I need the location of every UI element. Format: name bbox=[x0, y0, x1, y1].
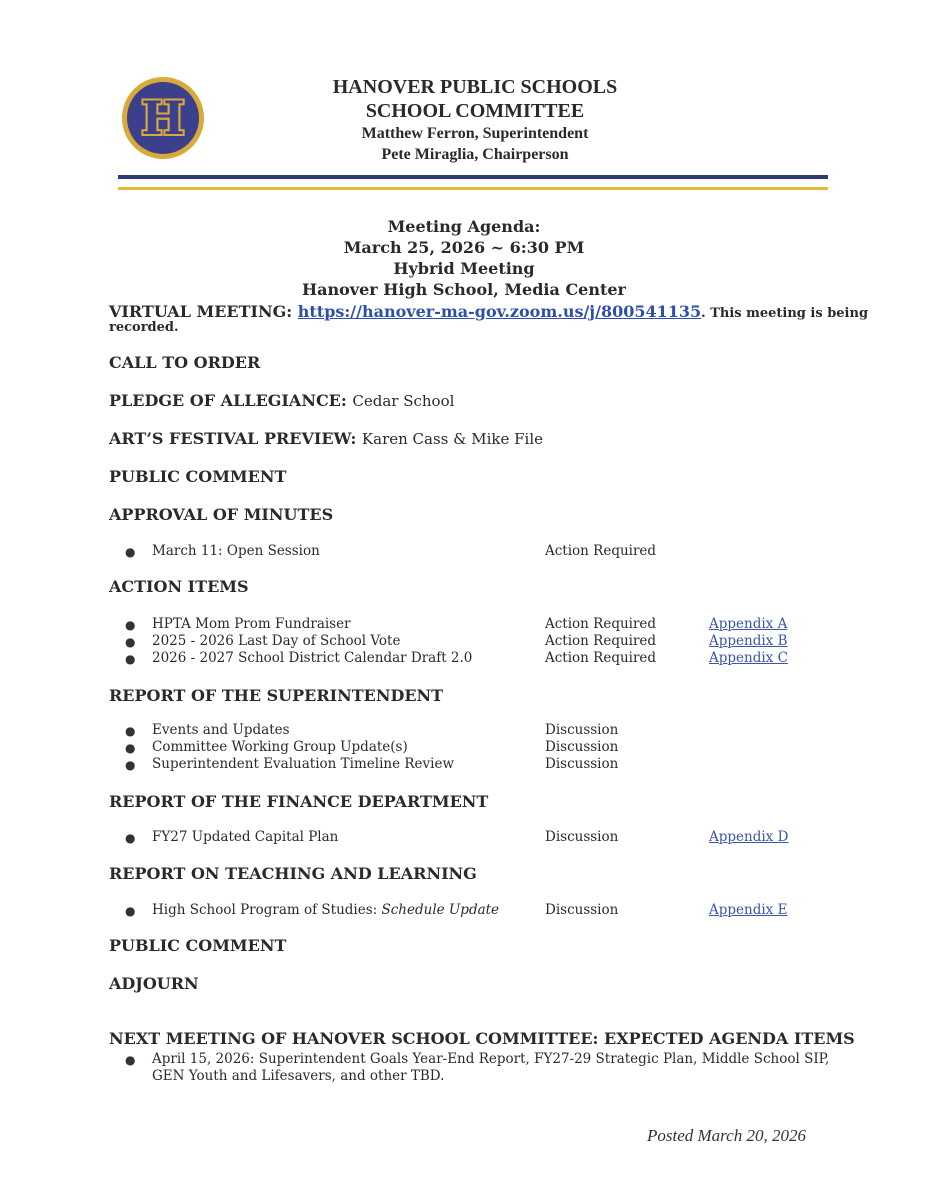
pledge-label: PLEDGE OF ALLEGIANCE: bbox=[109, 391, 347, 410]
agenda-item: FY27 Updated Capital Plan bbox=[152, 829, 339, 845]
section-finance-report: REPORT OF THE FINANCE DEPARTMENT bbox=[109, 792, 489, 811]
agenda-item: 2026 - 2027 School District Calendar Draft 2.0 bbox=[152, 650, 473, 666]
item-status: Action Required bbox=[545, 650, 657, 666]
bullet: ● bbox=[125, 758, 136, 772]
section-approval-of-minutes: APPROVAL OF MINUTES bbox=[109, 505, 334, 524]
bullet: ● bbox=[125, 741, 136, 755]
appendix-a-link[interactable]: Appendix A bbox=[709, 616, 788, 632]
arts-value: Karen Cass & Mike File bbox=[361, 430, 544, 448]
item-status: Discussion bbox=[545, 829, 619, 845]
item-status: Action Required bbox=[545, 616, 657, 632]
section-superintendent-report: REPORT OF THE SUPERINTENDENT bbox=[109, 686, 444, 705]
bullet: ● bbox=[125, 652, 136, 666]
section-public-comment-2: PUBLIC COMMENT bbox=[109, 936, 287, 955]
item-status: Discussion bbox=[545, 722, 619, 738]
agenda-item bbox=[152, 902, 499, 918]
section-action-items: ACTION ITEMS bbox=[109, 577, 249, 596]
district-logo bbox=[122, 77, 204, 159]
pledge-value: Cedar School bbox=[352, 392, 455, 410]
next-meeting-line-2: GEN Youth and Lifesavers, and other TBD. bbox=[152, 1068, 445, 1084]
logo-letter: H bbox=[141, 91, 185, 145]
arts-label: ART’S FESTIVAL PREVIEW: bbox=[109, 429, 357, 448]
posted-date: Posted March 20, 2026 bbox=[647, 1126, 806, 1145]
agenda-title: Meeting Agenda: bbox=[387, 217, 541, 236]
meeting-location: Hanover High School, Media Center bbox=[302, 280, 626, 299]
item-status: Discussion bbox=[545, 756, 619, 772]
meeting-format: Hybrid Meeting bbox=[393, 259, 535, 278]
committee-name: SCHOOL COMMITTEE bbox=[365, 100, 585, 122]
agenda-item: 2025 - 2026 Last Day of School Vote bbox=[152, 633, 401, 649]
item-status: Discussion bbox=[545, 739, 619, 755]
section-next-meeting: NEXT MEETING OF HANOVER SCHOOL COMMITTEE: EXPECTED AGENDA ITEMS bbox=[109, 1029, 855, 1048]
recording-note: . This meeting is being bbox=[701, 306, 869, 321]
header-rule-navy bbox=[118, 175, 828, 179]
header-rule-gold bbox=[118, 187, 828, 190]
virtual-meeting-label: VIRTUAL MEETING: bbox=[109, 302, 293, 321]
section-call-to-order: CALL TO ORDER bbox=[109, 353, 261, 372]
logo-inner bbox=[127, 82, 199, 154]
agenda-item: Events and Updates bbox=[152, 722, 290, 738]
bullet: ● bbox=[125, 904, 136, 918]
item-status: Discussion bbox=[545, 902, 619, 918]
bullet: ● bbox=[125, 724, 136, 738]
recording-note-cont: recorded. bbox=[109, 320, 179, 335]
bullet: ● bbox=[125, 618, 136, 632]
appendix-b-link[interactable]: Appendix B bbox=[709, 633, 788, 649]
appendix-e-link[interactable]: Appendix E bbox=[709, 902, 788, 918]
item-status: Action Required bbox=[545, 543, 657, 559]
agenda-item-italic: Schedule Update bbox=[381, 902, 500, 918]
section-arts-festival bbox=[109, 429, 543, 448]
section-public-comment-1: PUBLIC COMMENT bbox=[109, 467, 287, 486]
section-teaching-learning: REPORT ON TEACHING AND LEARNING bbox=[109, 864, 477, 883]
district-name: HANOVER PUBLIC SCHOOLS bbox=[332, 76, 618, 98]
next-meeting-line-1: April 15, 2026: Superintendent Goals Year-End Report, FY27-29 Strategic Plan, Middle School SIP, bbox=[152, 1051, 830, 1067]
appendix-c-link[interactable]: Appendix C bbox=[709, 650, 788, 666]
item-status: Action Required bbox=[545, 633, 657, 649]
agenda-item: March 11: Open Session bbox=[152, 543, 320, 559]
meeting-date-time: March 25, 2026 ~ 6:30 PM bbox=[343, 238, 585, 257]
virtual-meeting-line bbox=[109, 302, 868, 321]
zoom-link[interactable]: https://hanover-ma-gov.zoom.us/j/800541135 bbox=[297, 302, 702, 321]
agenda-item-text: High School Program of Studies: bbox=[152, 902, 382, 918]
agenda-item: HPTA Mom Prom Fundraiser bbox=[152, 616, 351, 632]
bullet: ● bbox=[125, 635, 136, 649]
bullet: ● bbox=[125, 831, 136, 845]
bullet: ● bbox=[125, 545, 136, 559]
section-adjourn: ADJOURN bbox=[109, 974, 199, 993]
superintendent-name: Matthew Ferron, Superintendent bbox=[361, 125, 589, 142]
chairperson-name: Pete Miraglia, Chairperson bbox=[381, 146, 569, 163]
section-pledge bbox=[109, 391, 454, 410]
agenda-item: Committee Working Group Update(s) bbox=[152, 739, 408, 755]
appendix-d-link[interactable]: Appendix D bbox=[709, 829, 789, 845]
bullet: ● bbox=[125, 1053, 136, 1067]
agenda-item: Superintendent Evaluation Timeline Review bbox=[152, 756, 455, 772]
